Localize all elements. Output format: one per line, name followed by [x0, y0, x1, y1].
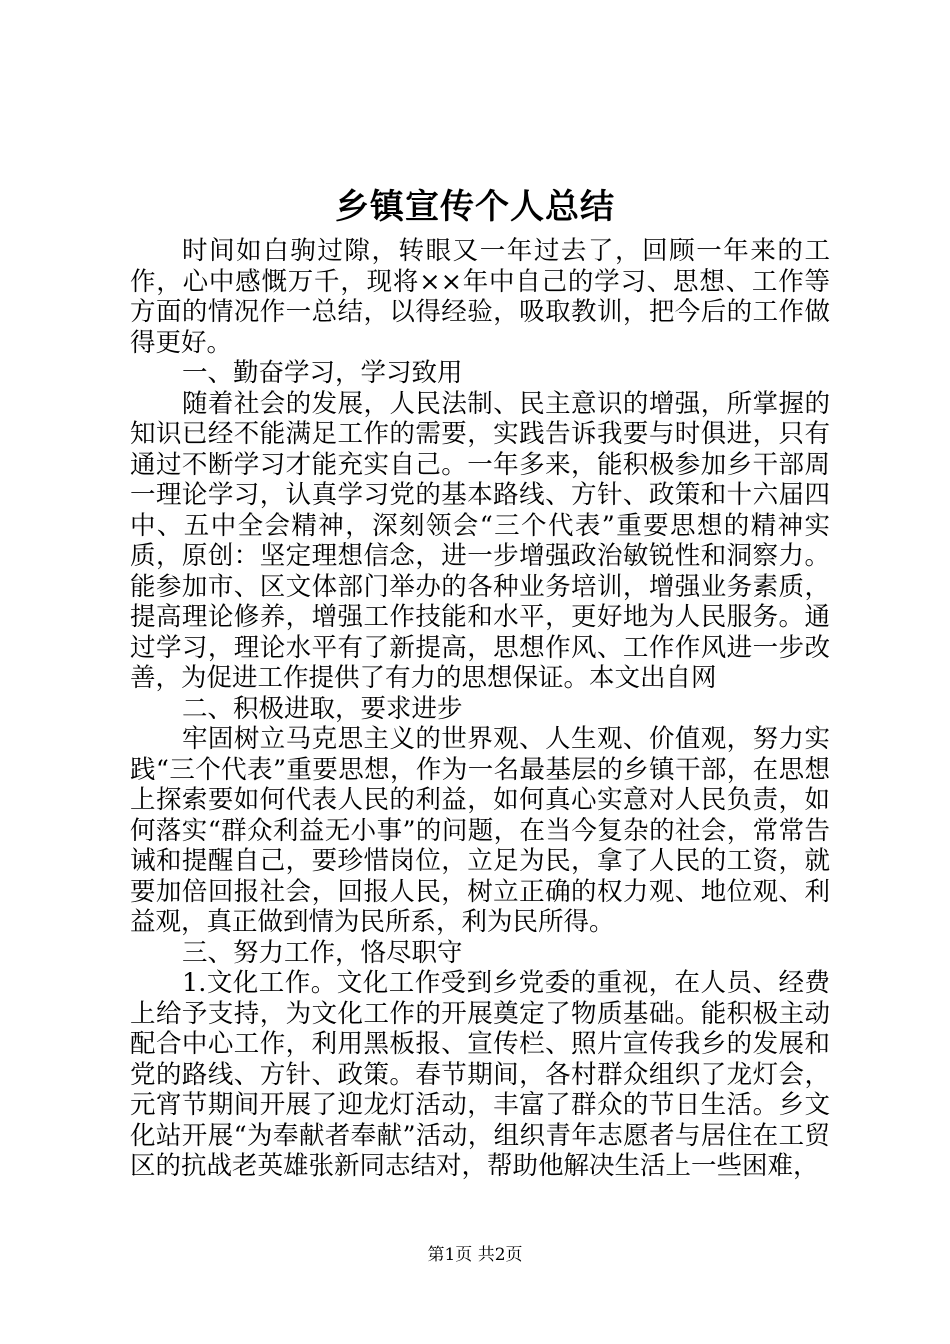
section-heading-2: 二、积极进取，要求进步	[182, 693, 463, 724]
intro-paragraph: 时间如白驹过隙，转眼又一年过去了，回顾一年来的工作，心中感慨万千，现将××年中自己的学习、思想、工作等方面的情况作一总结，以得经验，吸取教训，把今后的工作做得更好。	[130, 236, 830, 358]
page-number-footer: 第1页 共2页	[427, 1245, 523, 1265]
document-title: 乡镇宣传个人总结	[335, 187, 615, 227]
section-heading-3: 三、努力工作，恪尽职守	[182, 937, 463, 968]
section-2-paragraph: 牢固树立马克思主义的世界观、人生观、价值观，努力实践“三个代表”重要思想，作为一名最基层的乡镇干部，在思想上探索要如何代表人民的利益，如何真心实意对人民负责，如何落实“群众利益无小事”的问题，在当今复杂的社会，常常告诫和提醒自己，要珍惜岗位，立足为民，拿了人民的工资，就要加倍回报社会，回报人民，树立正确的权力观、地位观、利益观，真正做到情为民所系，利为民所得。	[130, 724, 830, 937]
section-1-paragraph: 随着社会的发展，人民法制、民主意识的增强，所掌握的知识已经不能满足工作的需要，实践告诉我要与时俱进，只有通过不断学习才能充实自己。一年多来，能积极参加乡干部周一理论学习，认真学习党的基本路线、方针、政策和十六届四中、五中全会精神，深刻领会“三个代表”重要思想的精神实质，原创：坚定理想信念，进一步增强政治敏锐性和洞察力。能参加市、区文体部门举办的各种业务培训，增强业务素质，提高理论修养，增强工作技能和水平，更好地为人民服务。通过学习，理论水平有了新提高，思想作风、工作作风进一步改善，为促进工作提供了有力的思想保证。本文出自网	[130, 388, 830, 693]
section-heading-1: 一、勤奋学习，学习致用	[182, 358, 463, 388]
document-body	[130, 236, 830, 1182]
section-3-paragraph: 1.文化工作。文化工作受到乡党委的重视，在人员、经费上给予支持，为文化工作的开展奠定了物质基础。能积极主动配合中心工作，利用黑板报、宣传栏、照片宣传我乡的发展和党的路线、方针、政策。春节期间，各村群众组织了龙灯会，元宵节期间开展了迎龙灯活动，丰富了群众的节日生活。乡文化站开展“为奉献者奉献”活动，组织青年志愿者与居住在工贸区的抗战老英雄张新同志结对，帮助他解决生活上一些困难，	[130, 968, 830, 1181]
